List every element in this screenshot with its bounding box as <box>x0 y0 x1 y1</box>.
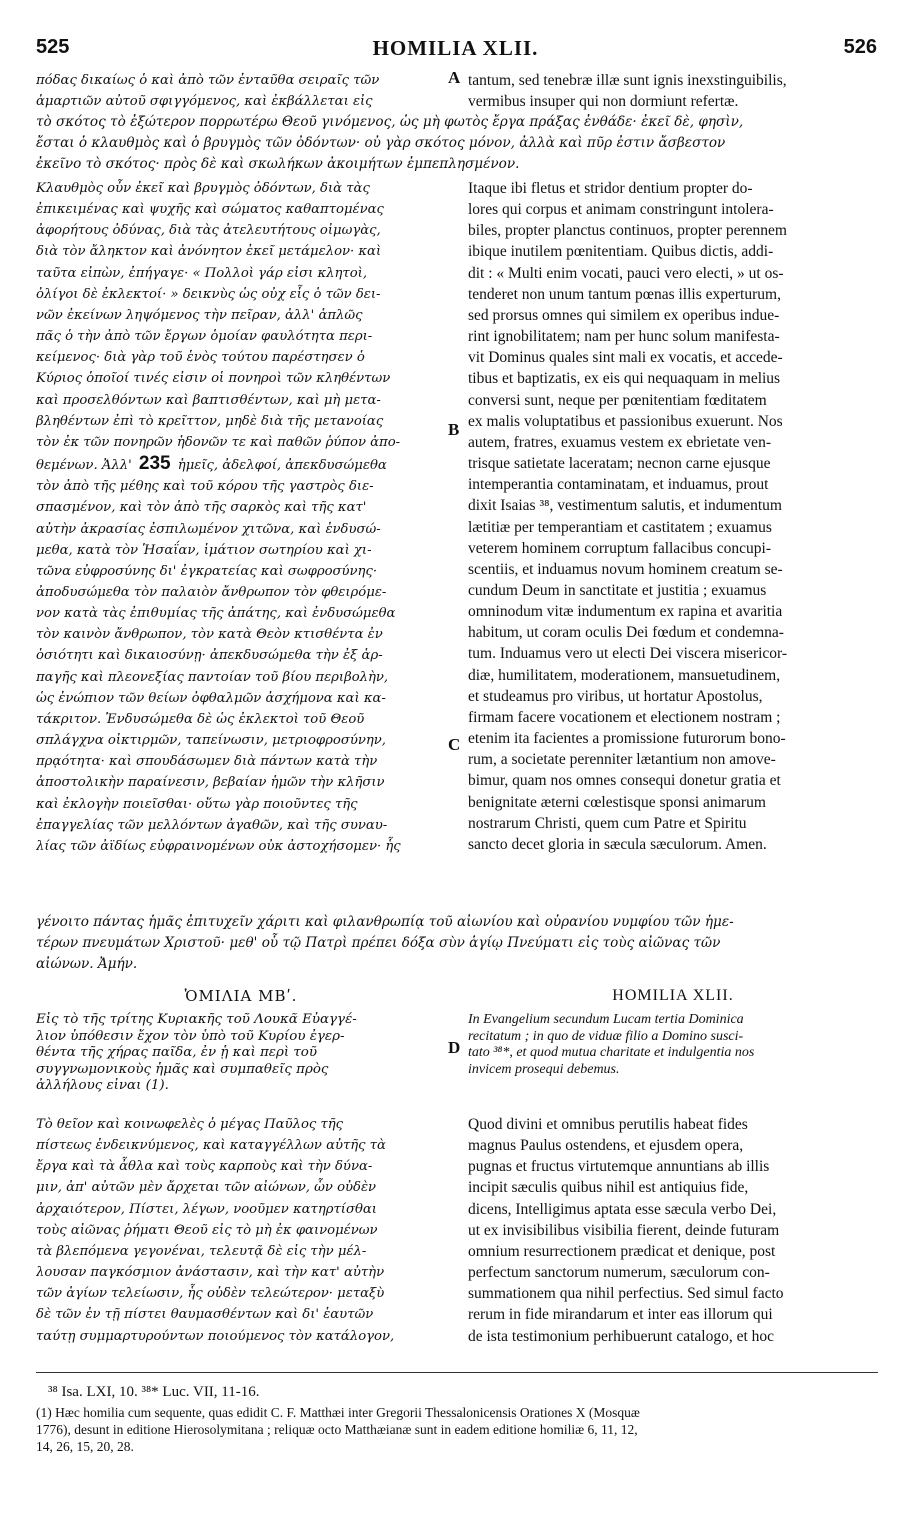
text-line: διὰ τὸν ἄληκτον καὶ ἀνόνητον ἐκεῖ μετάμελον· καὶ <box>36 244 382 260</box>
text-line: ἔργα καὶ τὰ ἆθλα καὶ τοὺς καρποὺς καὶ τὴν δύνα- <box>36 1159 373 1175</box>
text-line: ὀλίγοι δὲ ἐκλεκτοί· » δεικνὺς ὡς οὐχ εἷς ὁ τῶν δει- <box>36 286 381 302</box>
subtitle-line: θέντα τῆς χήρας παῖδα, ἐν ᾗ καὶ περὶ τοῦ <box>36 1045 317 1060</box>
text-line: μιν, ἀπ' αὐτῶν μὲν ἄρχεται τῶν αἰώνων, ὧν οὐδὲν <box>36 1180 377 1196</box>
footnote-references: ³⁸ Isa. LXI, 10. ³⁸* Luc. VII, 11-16. <box>48 1384 260 1400</box>
latin-column-main <box>468 178 878 855</box>
text-line: νον κατὰ τὰς ἐπιθυμίας τῆς ἀπάτης, καὶ ἐνδυσώμεθα <box>36 606 396 622</box>
text-line: sancto decet gloria in sæcula sæculorum. Amen. <box>468 835 767 853</box>
margin-letter-a: A <box>448 68 461 87</box>
latin-homily-title: HOMILIA XLII. <box>612 987 734 1004</box>
running-title: HOMILIA XLII. <box>372 36 539 60</box>
text-line: omninodum vitæ indumentum ex rapina et avaritia <box>468 603 783 621</box>
greek-column-top <box>36 70 456 112</box>
text-line: Itaque ibi fletus et stridor dentium propter do- <box>468 180 753 197</box>
text-line: ex malis voluptatibus et passionibus exuerunt. Nos <box>468 412 783 430</box>
text-line: ἁμαρτιῶν αὐτοῦ σφιγγόμενος, καὶ ἐκβάλλεται εἰς <box>36 94 373 110</box>
text-line: nostrarum Christi, quem cum Patre et Spiritu <box>468 814 747 832</box>
text-line: lætitiæ per temperantiam et castitatem ; exuamus <box>468 518 772 536</box>
text-line: tantum, sed tenebræ illæ sunt ignis inexstinguibilis, <box>468 72 787 89</box>
text-line: dit : « Multi enim vocati, pauci vero electi, » ut os- <box>468 264 784 282</box>
footnote-line: 14, 26, 15, 20, 28. <box>36 1439 134 1454</box>
text-line: firmam facere vocationem et electionem nostram ; <box>468 708 781 726</box>
text-line: λουσαν παγκόσμιον ἀνάστασιν, καὶ τὴν κατ' αὐτὴν <box>36 1265 385 1281</box>
text-line: bimur, quam nos omnes consequi donetur gratia et <box>468 772 781 790</box>
subtitle-line: Εἰς τὸ τῆς τρίτης Κυριακῆς τοῦ Λουκᾶ Εὐαγγέ- <box>36 1012 357 1027</box>
text-line: trisque satietate laceratam; necnon carne ejusque <box>468 455 771 473</box>
text-line: etenim ita facientes a promissione futurorum bono- <box>468 730 786 748</box>
text-line: αἰώνων. Ἀμήν. <box>36 956 138 972</box>
text-line: autem, fratres, exuamus vestem ex ebrietate ven- <box>468 433 771 451</box>
text-line: vermibus insuper qui non dormiunt refertæ. <box>468 93 739 111</box>
text-line: Τὸ θεῖον καὶ κοινωφελὲς ὁ μέγας Παῦλος τῆς <box>36 1117 344 1132</box>
text-line: ταῦτα εἰπὼν, ἐπήγαγε· « Πολλοὶ γάρ εἰσι κλητοὶ, <box>36 265 368 281</box>
text-line: tibus et baptizatis, ex eis qui nequaquam in melius <box>468 370 781 388</box>
text-line: πίστεως ἐνδεικνύμενος, καὶ καταγγέλλων αὐτῆς τὰ <box>36 1138 386 1154</box>
text-line: τῶν ἁγίων τελείωσιν, ἧς οὐδὲν τελεώτερον· μεταξὺ <box>36 1286 385 1302</box>
footnote-line: (1) Hæc homilia cum sequente, quas edidit C. F. Matthæi inter Gregorii Thessalonicensis Orationes X (Mosquæ <box>36 1405 640 1420</box>
text-line: ἀφορήτους ὀδύνας, διὰ τὰς ἀτελευτήτους οἰμωγὰς, <box>36 223 381 239</box>
text-line: τὸν ἐκ τῶν πονηρῶν ἡδονῶν τε καὶ παθῶν ῥύπον ἀπο- <box>36 434 401 450</box>
subtitle-line: ἀλλήλους εἶναι (1). <box>36 1078 169 1093</box>
greek-full-width-top <box>36 112 878 175</box>
text-line: σπλάγχνα οἰκτιρμῶν, ταπείνωσιν, μετριοφροσύνην, <box>36 733 386 749</box>
text-line: scentiis, et induamus novum hominem creatum se- <box>468 560 783 578</box>
text-line: cundum Deum in sanctitate et justitia ; exuamus <box>468 581 767 599</box>
text-line: rint ignobilitatem; nam per hunc solum manifesta- <box>468 328 780 346</box>
subtitle-line: recitatum ; in quo de viduæ filio a Domino susci- <box>468 1028 744 1044</box>
text-line: ibique inutilem pœnitentiam. Quibus dictis, addi- <box>468 243 774 261</box>
text-line: omnium resurrectionem prædicat et denique, post <box>468 1242 776 1260</box>
text-line: de ista testimonium perhibuerunt catalogo, et hoc <box>468 1327 775 1345</box>
right-page-number: 526 <box>843 36 877 58</box>
text-line: lores qui corpus et animam constringunt intolera- <box>468 201 774 219</box>
latin-homily-subtitle <box>468 1012 883 1078</box>
text-line: intemperantia contaminatam, et induamus, prout <box>468 476 769 494</box>
text-line: conversi sunt, neque per pœnitentiam fœditatem <box>468 391 767 409</box>
text-line: καὶ ἐκλογὴν ποιεῖσθαι· οὕτω γὰρ ποιοῦντες τῆς <box>36 796 358 812</box>
text-line: perfectum sanctorum numerum, sæculorum con- <box>468 1264 770 1282</box>
text-line: rum, a societate perenniter lætantium non amove- <box>468 751 776 769</box>
left-page-number: 525 <box>36 36 70 58</box>
text-line: κείμενος· διὰ γὰρ τοῦ ἑνὸς τούτου παρέστησεν ὁ <box>36 350 365 366</box>
text-line: γένοιτο πάντας ἡμᾶς ἐπιτυχεῖν χάριτι καὶ φιλανθρωπίᾳ τοῦ αἰωνίου καὶ οὐρανίου νυμφίου τῶν ἡμε- <box>36 914 734 930</box>
text-line: ἀποστολικὴν παραίνεσιν, βεβαίαν ἡμῶν τὴν κλῆσιν <box>36 775 385 791</box>
text-line: τοὺς αἰῶνας ῥήματι Θεοῦ εἰς τὸ μὴ ἐκ φαινομένων <box>36 1222 378 1238</box>
text-line: πόδας δικαίως ὁ καὶ ἀπὸ τῶν ἐνταῦθα σειραῖς τῶν <box>36 73 380 88</box>
margin-letter-c: C <box>448 735 461 754</box>
text-line: τὸν ἀπὸ τῆς μέθης καὶ τοῦ κόρου τῆς γαστρὸς διε- <box>36 479 374 495</box>
text-line: θεμένων. Ἀλλ' 235 ἡμεῖς, ἀδελφοί, ἀπεκδυσώμεθα <box>36 453 387 475</box>
text-line: Κύριος ὁποῖοί τινές εἰσιν οἱ πονηροὶ τῶν κληθέντων <box>36 371 391 387</box>
text-line: τὸν καινὸν ἄνθρωπον, τὸν κατὰ Θεὸν κτισθέντα ἐν <box>36 627 383 643</box>
text-line: τέρων πνευμάτων Χριστοῦ· μεθ' οὗ τῷ Πατρὶ πρέπει δόξα σὺν ἁγίῳ Πνεύματι εἰς τοὺς αἰῶνας τῶν <box>36 935 721 951</box>
text-line: summationem qua nihil perfectius. Sed simul facto <box>468 1285 784 1303</box>
subtitle-line: In Evangelium secundum Lucam tertia Dominica <box>468 1012 744 1027</box>
text-line: Κλαυθμὸς οὖν ἐκεῖ καὶ βρυγμὸς ὀδόντων, διὰ τὰς <box>36 181 370 196</box>
text-line: dicens, Intelligimus aptata esse sæcula verbo Dei, <box>468 1200 777 1218</box>
text-line: sed prorsus omnes qui similem ex operibus indue- <box>468 306 780 324</box>
subtitle-line: λιον ὑπόθεσιν ἔχον τὸν ὑπὸ τοῦ Κυρίου ἐγερ- <box>36 1028 345 1044</box>
text-line: τὸ σκότος τὸ ἐξώτερον πορρωτέρω Θεοῦ γινόμενος, ὡς μὴ φωτὸς ἔργα πράξας ἐνθάδε· ἐκεῖ δὲ, φησὶν, <box>36 114 744 130</box>
subtitle-line: συγγνωμονικοὺς ἡμᾶς καὶ συμπαθεῖς πρὸς <box>36 1061 329 1077</box>
subtitle-line: tato ³⁸*, et quod mutua charitate et indulgentia nos <box>468 1045 755 1060</box>
margin-letter-d: D <box>448 1038 461 1057</box>
text-line: ὁσιότητι καὶ δικαιοσύνῃ· ἀπεκδυσώμεθα τὴν ἐξ ἁρ- <box>36 648 383 664</box>
greek-homily-subtitle <box>36 1012 451 1095</box>
latin-column-top <box>468 70 878 112</box>
text-line: ἔσται ὁ κλαυθμὸς καὶ ὁ βρυγμὸς τῶν ὀδόντων· οὐ γὰρ σκότος μόνον, ἀλλὰ καὶ πῦρ ἐστιν ἄσβεστον <box>36 135 726 151</box>
subtitle-line: invicem prosequi debemus. <box>468 1061 620 1077</box>
margin-letter-b: B <box>448 420 460 439</box>
text-line: ὡς ἐνώπιον τῶν θείων ὀφθαλμῶν ἀσχήμονα καὶ κα- <box>36 690 386 706</box>
text-line: ταύτῃ συμμαρτυρούντων ποιούμενος τὸν κατάλογον, <box>36 1328 395 1344</box>
text-line: veterem hominem corruptum fallacibus concupi- <box>468 539 772 557</box>
text-line: αὐτὴν ἀκρασίας ἐσπιλωμένον χιτῶνα, καὶ ἐνδυσώ- <box>36 521 381 537</box>
footnote-line: 1776), desunt in editione Hierosolymitana ; reliquæ octo Matthæianæ sunt in eadem editione homiliæ 6, 11, 12, <box>36 1422 638 1437</box>
text-line: magnus Paulus ostendens, et ejusdem opera, <box>468 1137 744 1155</box>
text-line: dixit Isaias ³⁸, vestimentum salutis, et indumentum <box>468 497 782 515</box>
text-line: tenderet non unum tantum pœnas illis experturum, <box>468 285 781 303</box>
greek-homily-text <box>36 1114 456 1347</box>
text-line: ἀποδυσώμεθα τὸν παλαιὸν ἄνθρωπον τὸν φθειρόμε- <box>36 584 387 600</box>
text-line: σπασμένον, καὶ τὸν ἀπὸ τῆς σαρκὸς καὶ τῆς κατ' <box>36 500 367 516</box>
text-line: pugnas et fructus virtutemque annuntians ab illis <box>468 1158 770 1176</box>
text-line: λίας τῶν ἀϊδίως εὐφραινομένων οὐκ ἀστοχήσομεν· ἧς <box>36 838 401 854</box>
greek-column-main <box>36 178 456 857</box>
greek-full-width-conclusion <box>36 912 878 975</box>
text-line: tum. Induamus vero ut electi Dei viscera misericor- <box>468 645 788 663</box>
text-line: rerum in fide mirandarum et inter eas illorum qui <box>468 1306 773 1324</box>
text-line: benignitate æterni cœlestisque sponsi animarum <box>468 793 766 811</box>
latin-homily-text <box>468 1114 878 1347</box>
text-line: ἐκεῖνο τὸ σκότος· πρὸς δὲ καὶ σκωλήκων ἀκοιμήτων ἐμπεπλησμένον. <box>36 156 520 172</box>
greek-homily-title: ὉΜΙΛΙΑ ΜΒʹ. <box>184 987 298 1005</box>
text-line: βληθέντων ἐπὶ τὸ κρεῖττον, μηδὲ διὰ τῆς μετανοίας <box>36 413 384 429</box>
text-line: πᾶς ὁ τὴν ἀπὸ τῶν ἔργων ὁμοίαν φαυλότητα περι- <box>36 329 373 345</box>
text-line: biles, propter planctus continuos, propter perennem <box>468 222 787 240</box>
text-line: diæ, humilitatem, moderationem, mansuetudinem, <box>468 666 781 684</box>
text-line: μεθα, κατὰ τὸν Ἡσαΐαν, ἱμάτιον σωτηρίου καὶ χι- <box>36 542 372 558</box>
text-line: ut ex invisibilibus visibilia fierent, deinde futuram <box>468 1221 780 1239</box>
editorial-footnote <box>36 1404 878 1455</box>
footnote-rule <box>36 1372 878 1373</box>
text-line: τὰ βλεπόμενα γεγονέναι, τελευτᾷ δὲ εἰς τὴν μέλ- <box>36 1243 367 1259</box>
text-line: ἐπικειμένας καὶ ψυχῆς καὶ σώματος καθαπτομένας <box>36 202 384 218</box>
column-number-marker: 235 <box>138 453 171 475</box>
text-line: νῶν ἐκείνων ληψόμενος τὴν πεῖραν, ἀλλ' ἁπλῶς <box>36 307 363 323</box>
text-line: incipit sæculis quibus nihil est antiquius fide, <box>468 1179 749 1197</box>
text-line: δὲ τῶν ἐν τῇ πίστει θαυμασθέντων καὶ δι' ἑαυτῶν <box>36 1307 374 1323</box>
text-line: habitum, ut coram oculis Dei fœdum et condemna- <box>468 624 784 642</box>
text-line: ἐπαγγελίας τῶν μελλόντων ἀγαθῶν, καὶ τῆς συναυ- <box>36 817 388 833</box>
text-line: vit Dominus quales sint mali ex vocatis, et accede- <box>468 349 783 367</box>
text-line: πρᾳότητα· καὶ σπουδάσωμεν διὰ πάντων κατὰ τὴν <box>36 754 378 770</box>
text-line: καὶ προσελθόντων καὶ βαπτισθέντων, καὶ μὴ μετα- <box>36 392 381 408</box>
text-line: τῶνα εὐφροσύνης δι' ἐγκρατείας καὶ σωφροσύνης· <box>36 563 378 579</box>
text-line: ἀρχαιότερον, Πίστει, λέγων, νοοῦμεν κατηρτίσθαι <box>36 1201 377 1217</box>
text-line: παγῆς καὶ πλεονεξίας παντοίαν τοῦ βίου περιβολὴν, <box>36 669 389 685</box>
text-line: τάκριτον. Ἐνδυσώμεθα δὲ ὡς ἐκλεκτοὶ τοῦ Θεοῦ <box>36 711 365 727</box>
text-line: et studeamus pro viribus, ut hortatur Apostolus, <box>468 687 763 705</box>
text-line: Quod divini et omnibus perutilis habeat fides <box>468 1116 748 1133</box>
